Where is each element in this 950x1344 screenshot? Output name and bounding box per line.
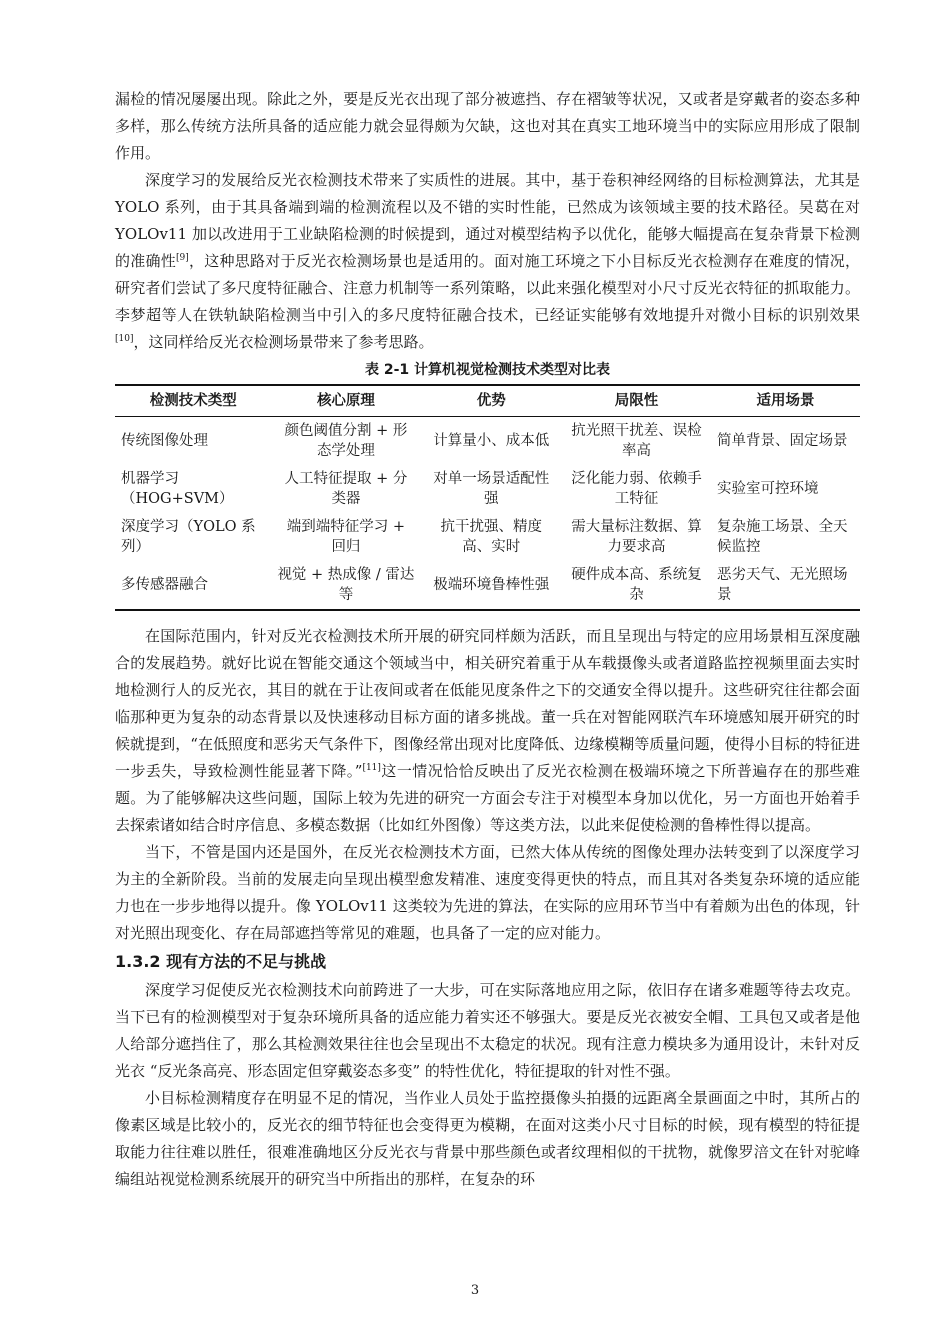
section-heading: 1.3.2 现有方法的不足与挑战 (115, 952, 327, 971)
table-header-cell: 局限性 (562, 385, 711, 417)
table-cell: 硬件成本高、系统复杂 (562, 561, 711, 610)
table-cell: 深度学习（YOLO 系列） (121, 519, 256, 555)
table-row (115, 465, 860, 513)
citation-9: [9] (176, 253, 189, 263)
table-cell: 人工特征提取 + 分类器 (284, 471, 408, 507)
table-cell: 极端环境鲁棒性强 (420, 561, 562, 610)
table-cell: 对单一场景适配性强 (433, 471, 550, 507)
page-body (115, 86, 860, 1193)
paragraph-2-text-c: ，这同样给反光衣检测场景带来了参考思路。 (133, 333, 434, 351)
table-row (115, 513, 860, 561)
paragraph-3-text-a: 在国际范围内，针对反光衣检测技术所开展的研究同样颇为活跃，而且呈现出与特定的应用场景相互深度融合的发展趋势。就好比说在智能交通这个领域当中，相关研究着重于从车载摄像头或者道路监控视频里面去实时地检测行人的反光衣，其目的就在于让夜间或者在低能见度条件之下的交通安全得以提升。这些研究往往都会面临那种更为复杂的动态背景以及快速移动目标方面的诸多挑战。董一兵在对智能网联汽车环境感知展开研究的时候就提到，“在低照度和恶劣天气条件下，图像经常出现对比度降低、边缘模糊等质量问题，使得小目标的特征进一步丢失，导致检测性能显著下降。” (115, 627, 860, 780)
table-cell: 颜色阈值分割 + 形态学处理 (284, 423, 408, 459)
table-caption: 表 2-1 计算机视觉检测技术类型对比表 (364, 362, 611, 378)
table-header-cell: 核心原理 (271, 385, 420, 417)
page-number: 3 (470, 1283, 480, 1298)
table-header-row (115, 385, 860, 417)
paragraph-3 (115, 623, 860, 839)
paragraph-6: 小目标检测精度存在明显不足的情况，当作业人员处于监控摄像头拍摄的远距离全景画面之中时，其所占的像素区域是比较小的，反光衣的细节特征也会变得更为模糊，在面对这类小尺寸目标的时候，现有模型的特征提取能力往往难以胜任，很难准确地区分反光衣与背景中那些颜色或者纹理相似的干扰物，就像罗涪文在针对驼峰编组站视觉检测系统展开的研究当中所指出的那样，在复杂的环 (115, 1089, 860, 1188)
table-cell: 传统图像处理 (121, 433, 208, 449)
comparison-table-block (115, 360, 860, 611)
table-header-cell: 适用场景 (711, 385, 860, 417)
citation-10: [10] (115, 334, 134, 344)
paragraph-5: 深度学习促使反光衣检测技术向前跨进了一大步，可在实际落地应用之际，依旧存在诸多难题等待去攻克。当下已有的检测模型对于复杂环境所具备的适应能力着实还不够强大。要是反光衣被安全帽、工具包又或者是他人给部分遮挡住了，那么其检测效果往往也会呈现出不太稳定的状况。现有注意力模块多为通用设计，未针对反光衣 “反光条高亮、形态固定但穿戴姿态多变” 的特性优化，特征提取的针对性不强。 (115, 981, 860, 1080)
table-cell: 泛化能力弱、依赖手工特征 (571, 471, 702, 507)
table-cell: 计算量小、成本低 (433, 433, 550, 449)
table-header-cell: 优势 (420, 385, 562, 417)
citation-11: [11] (362, 763, 381, 773)
paragraph-1: 漏检的情况屡屡出现。除此之外，要是反光衣出现了部分被遮挡、存在褶皱等状况，又或者是穿戴者的姿态多种多样，那么传统方法所具备的适应能力就会显得颇为欠缺，这也对其在真实工地环境当中的实际应用形成了限制作用。 (115, 90, 860, 162)
table-cell: 视觉 + 热成像 / 雷达等 (271, 561, 420, 610)
paragraph-2 (115, 167, 860, 356)
table-cell: 实验室可控环境 (716, 481, 819, 497)
paragraph-2-text-b: ，这种思路对于反光衣检测场景也是适用的。面对施工环境之下小目标反光衣检测存在难度的情况，研究者们尝试了多尺度特征融合、注意力机制等一系列策略，以此来强化模型对小尺寸反光衣特征的抓取能力。李梦超等人在铁轨缺陷检测当中引入的多尺度特征融合技术，已经证实能够有效地提升对微小目标的识别效果 (115, 252, 860, 324)
table-cell: 端到端特征学习 + 回归 (286, 519, 406, 555)
paragraph-4: 当下，不管是国内还是国外，在反光衣检测技术方面，已然大体从传统的图像处理办法转变到了以深度学习为主的全新阶段。当前的发展走向呈现出模型愈发精准、速度变得更快的特点，而且其对各类复杂环境的适应能力也在一步步地得以提升。像 YOLOv11 这类较为先进的算法，在实际的应用环节当中有着颇为出色的体现，针对光照出现变化、存在局部遮挡等常见的难题，也具备了一定的应对能力。 (115, 843, 860, 942)
table-cell: 机器学习（HOG+SVM） (121, 471, 234, 507)
table-cell: 需大量标注数据、算力要求高 (571, 519, 702, 555)
table-cell: 简单背景、固定场景 (716, 433, 848, 449)
paragraph-3-text-b: 这一情况恰恰反映出了反光衣检测在极端环境之下所普遍存在的那些难题。为了能够解决这些问题，国际上较为先进的研究一方面会专注于对模型本身加以优化，另一方面也开始着手去探索诸如结合时序信息、多模态数据（比如红外图像）等这类方法，以此来促使检测的鲁棒性得以提高。 (115, 762, 860, 834)
table-cell: 多传感器融合 (115, 561, 271, 610)
table-cell: 抗干扰强、精度高、实时 (440, 519, 542, 555)
table-row (115, 561, 860, 610)
table-header-cell: 检测技术类型 (115, 385, 271, 417)
comparison-table (115, 384, 860, 611)
table-cell: 复杂施工场景、全天候监控 (716, 519, 848, 555)
table-cell: 恶劣天气、无光照场景 (711, 561, 860, 610)
paragraph-2-text-a: 深度学习的发展给反光衣检测技术带来了实质性的进展。其中，基于卷积神经网络的目标检测算法，尤其是 YOLO 系列，由于其具备端到端的检测流程以及不错的实时性能，已然成为该领域主要的技术路径。吴葛在对 YOLOv11 加以改进用于工业缺陷检测的时候提到，通过对模型结构予以优化，能够大幅提高在复杂背景下检测的准确性 (115, 171, 860, 270)
table-cell: 抗光照干扰差、误检率高 (571, 423, 702, 459)
table-row (115, 417, 860, 466)
